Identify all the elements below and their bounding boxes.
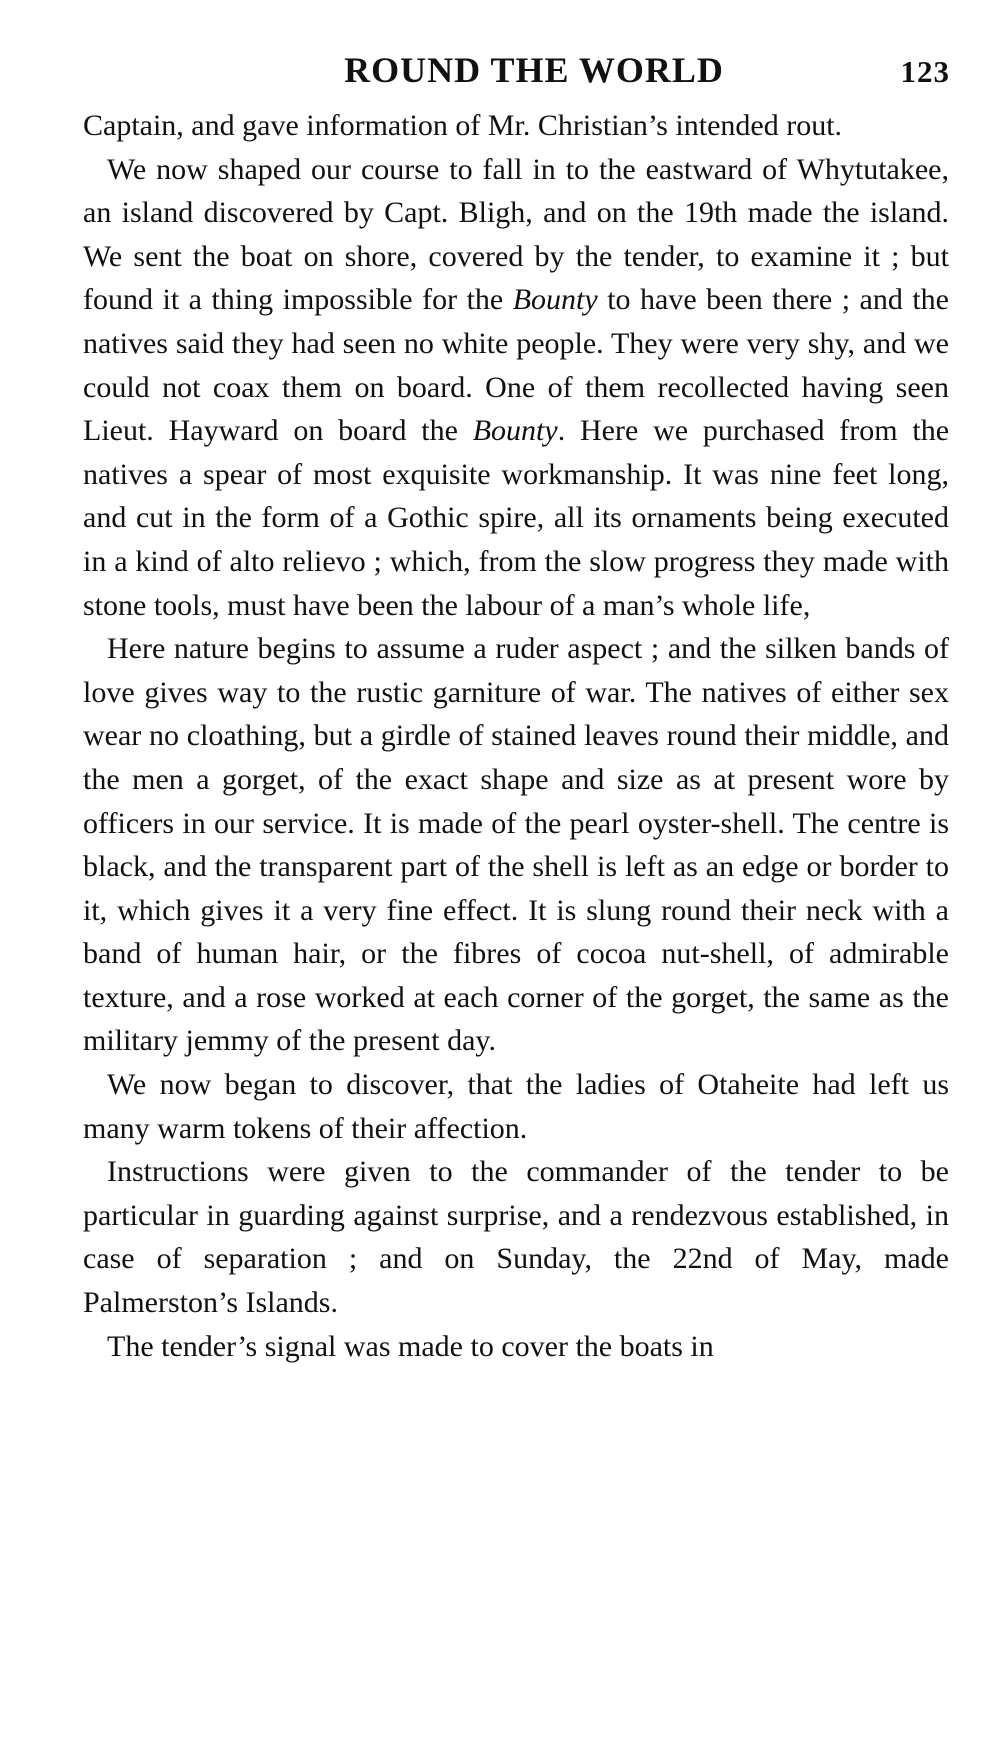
paragraph-continuation xyxy=(83,104,949,148)
text-segment: We now began to discover, that the ladies of Otaheite had left us many warm tokens of their affection. xyxy=(83,1068,949,1145)
ship-name-bounty: Bounty xyxy=(512,283,598,317)
page-number: 123 xyxy=(900,54,950,89)
body-text xyxy=(83,104,949,1368)
text-segment: The tender’s signal was made to cover the boats in xyxy=(107,1329,714,1363)
paragraph-tender-signal xyxy=(83,1325,949,1369)
ship-name-bounty: Bounty xyxy=(472,414,558,448)
running-title: ROUND THE WORLD xyxy=(344,50,724,90)
text-segment: Instructions were given to the commander of the tender to be particular in guarding against surprise, and a rendezvous established, in case of separation ; and on Sunday, the 22nd of May, made Palmerston’s Islands. xyxy=(83,1155,949,1320)
text-segment: Here nature begins to assume a ruder aspect ; and the silken bands of love gives way to the rustic garniture of war. The natives of either sex wear no cloathing, but a girdle of stained leaves round their middle, and the men a gorget, of the exact shape and size as at present wore by officers in our service. It is made of the pearl oyster-shell. The centre is black, and the transparent part of the shell is left as an edge or border to it, which gives it a very fine effect. It is slung round their neck with a band of human hair, or the fibres of cocoa nut-shell, of admirable texture, and a rose worked at each corner of the gorget, the same as the military jemmy of the present day. xyxy=(83,632,949,1058)
running-head xyxy=(80,48,950,92)
paragraph-instructions xyxy=(83,1150,949,1324)
paragraph-nature xyxy=(83,627,949,1063)
paragraph-whytutakee xyxy=(83,148,949,628)
text-segment: We now shaped our course to fall in to the eastward of Whytutakee, an island discovered by Capt. Bligh, and on the 19th made the island. We sent the boat on shore, covered by the tender, to examine it ; but found it a thing impossible for the xyxy=(83,152,949,317)
text-segment: to have been there ; and the natives said they had seen no white people. They were very shy, and we could not coax them on board. One of them recollected having seen Lieut. Hayward on board the xyxy=(83,283,949,448)
paragraph-otaheite xyxy=(83,1063,949,1150)
text-segment: . Here we purchased from the natives a spear of most exquisite workmanship. It was nine feet long, and cut in the form of a Gothic spire, all its ornaments being executed in a kind of alto relievo ; which, from the slow progress they made with stone tools, must have been the labour of a man’s whole life, xyxy=(83,414,950,622)
text-segment: Captain, and gave information of Mr. Christian’s intended rout. xyxy=(83,109,843,142)
